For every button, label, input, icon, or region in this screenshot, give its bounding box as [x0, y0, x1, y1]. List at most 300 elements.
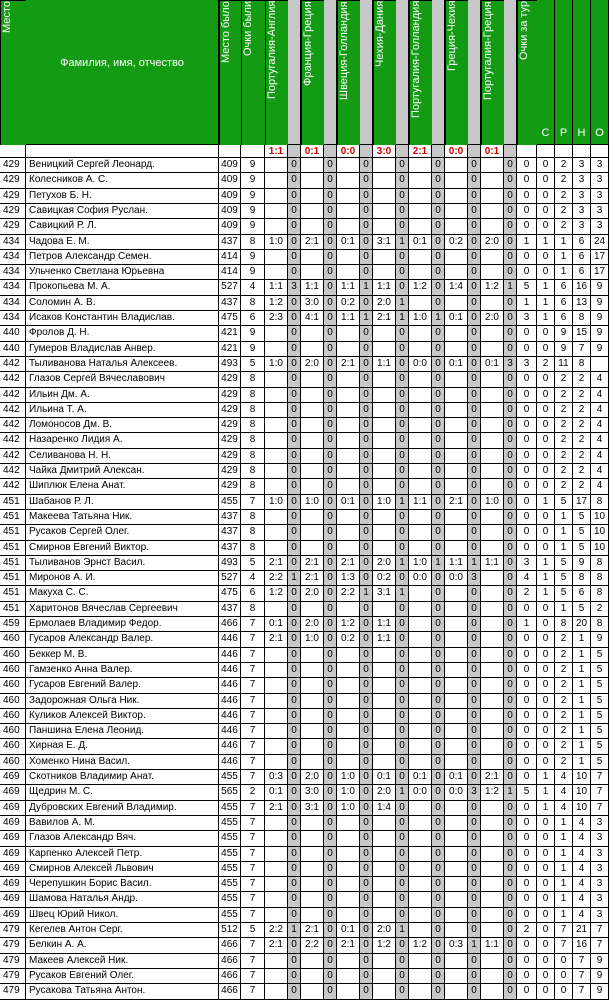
header-stat [591, 0, 609, 145]
name-cell: Смирнов Евгений Виктор. [26, 541, 219, 556]
tour-points-cell: 2 [517, 923, 537, 938]
prev-points-cell: 8 [241, 235, 265, 250]
prediction-cell: 0:1 [445, 357, 468, 372]
prediction-points-cell: 0 [288, 525, 301, 541]
place-cell: 469 [0, 816, 26, 831]
tour-points-cell: 0 [517, 678, 537, 694]
prediction-cell [409, 984, 432, 1000]
prediction-points-cell: 0 [288, 342, 301, 357]
prediction-cell [409, 694, 432, 709]
prediction-cell [373, 204, 396, 219]
prediction-points-cell: 3 [504, 357, 517, 372]
prediction-points-cell: 1 [432, 556, 445, 571]
stat-cell: 2 [555, 678, 573, 694]
name-cell: Макеева Татьяна Ник. [26, 510, 219, 525]
stat-cell: 4 [555, 801, 573, 816]
prediction-cell [445, 418, 468, 433]
prediction-cell [481, 250, 504, 265]
prediction-cell [481, 510, 504, 525]
blank-cell [0, 145, 26, 158]
prediction-cell [409, 739, 432, 755]
stat-cell: 1 [537, 801, 555, 816]
tour-points-cell: 0 [517, 648, 537, 663]
prediction-points-cell: 0 [468, 602, 481, 617]
stat-cell: 1 [555, 892, 573, 908]
stat-cell: 3 [591, 204, 609, 219]
prediction-points-cell: 0 [288, 479, 301, 495]
prediction-points-cell: 0 [396, 541, 409, 556]
prediction-points-cell: 0 [288, 372, 301, 388]
prediction-points-cell: 0 [432, 372, 445, 388]
prediction-points-cell: 0 [468, 801, 481, 816]
prediction-points-cell: 0 [324, 158, 337, 173]
prediction-cell [481, 954, 504, 969]
prediction-points-cell: 0 [360, 235, 373, 250]
place-cell: 479 [0, 954, 26, 969]
stat-cell: 5 [591, 678, 609, 694]
stat-cell: 5 [591, 724, 609, 739]
prediction-points-cell: 0 [432, 938, 445, 954]
prediction-points-cell: 0 [324, 418, 337, 433]
prediction-cell [409, 326, 432, 342]
stat-cell: 9 [591, 632, 609, 648]
prediction-cell [481, 724, 504, 739]
stat-cell: 2 [573, 479, 591, 495]
prediction-cell [301, 602, 324, 617]
stat-cell: 7 [591, 770, 609, 785]
stat-cell: 1 [555, 541, 573, 556]
name-cell: Русаков Сергей Олег. [26, 525, 219, 541]
prediction-cell [337, 326, 360, 342]
prediction-points-cell: 0 [288, 388, 301, 403]
stat-cell: 1 [555, 525, 573, 541]
stat-cell: 10 [591, 525, 609, 541]
prev-place-cell: 475 [219, 586, 241, 602]
prediction-points-cell: 0 [396, 938, 409, 954]
prediction-cell [373, 831, 396, 847]
prediction-points-cell: 0 [504, 709, 517, 724]
prediction-cell [301, 265, 324, 280]
prediction-points-cell: 0 [324, 357, 337, 372]
prev-place-cell: 429 [219, 403, 241, 418]
stat-cell: 0 [537, 173, 555, 189]
prediction-points-cell: 0 [288, 495, 301, 510]
stat-cell: 4 [591, 388, 609, 403]
prediction-cell [265, 204, 288, 219]
prediction-points-cell: 0 [288, 770, 301, 785]
place-cell: 442 [0, 357, 26, 372]
prediction-cell [409, 816, 432, 831]
prediction-cell [265, 449, 288, 464]
prediction-cell [409, 847, 432, 862]
blank-cell [241, 145, 265, 158]
prediction-points-cell: 0 [432, 418, 445, 433]
prediction-cell [337, 173, 360, 189]
stat-cell: 1 [573, 632, 591, 648]
prediction-points-cell: 0 [432, 219, 445, 235]
prediction-points-cell: 0 [504, 433, 517, 449]
prediction-cell [409, 755, 432, 770]
prev-place-cell: 512 [219, 923, 241, 938]
stat-cell: 0 [537, 694, 555, 709]
prediction-cell [445, 433, 468, 449]
tour-points-cell: 0 [517, 479, 537, 495]
prediction-points-cell: 0 [360, 571, 373, 586]
tour-points-cell: 0 [517, 158, 537, 173]
prediction-cell [409, 296, 432, 311]
prediction-cell [409, 204, 432, 219]
prediction-points-cell: 0 [432, 724, 445, 739]
prediction-cell [373, 265, 396, 280]
prediction-cell [409, 831, 432, 847]
prediction-cell [445, 984, 468, 1000]
name-cell: Гусаров Евгений Валер. [26, 678, 219, 694]
prediction-cell [373, 877, 396, 892]
prediction-cell: 3:0 [301, 785, 324, 801]
stat-cell: 2 [555, 755, 573, 770]
prev-place-cell: 446 [219, 648, 241, 663]
prediction-points-cell: 0 [324, 556, 337, 571]
prediction-cell: 1:3 [337, 571, 360, 586]
stat-cell: 5 [591, 709, 609, 724]
prev-place-cell: 446 [219, 709, 241, 724]
prediction-cell [409, 801, 432, 816]
prediction-cell: 1:1 [337, 311, 360, 326]
place-cell: 451 [0, 510, 26, 525]
prediction-points-cell: 0 [396, 954, 409, 969]
name-cell: Шабанов Р. Л. [26, 495, 219, 510]
prediction-points-cell: 0 [288, 449, 301, 464]
stat-cell: 5 [555, 571, 573, 586]
prediction-cell [445, 709, 468, 724]
prediction-points-cell: 0 [288, 403, 301, 418]
prediction-points-cell: 0 [468, 372, 481, 388]
stat-cell: 0 [537, 189, 555, 204]
place-cell: 459 [0, 617, 26, 632]
prev-place-cell: 421 [219, 342, 241, 357]
prediction-cell [373, 510, 396, 525]
prev-points-cell: 7 [241, 877, 265, 892]
stat-cell: 7 [573, 969, 591, 984]
prediction-points-cell: 0 [324, 770, 337, 785]
prediction-points-cell: 0 [288, 831, 301, 847]
stat-cell: 2 [555, 204, 573, 219]
prediction-points-cell: 0 [324, 801, 337, 816]
prediction-points-cell: 0 [360, 923, 373, 938]
prediction-points-cell: 0 [396, 479, 409, 495]
stat-cell: 17 [573, 495, 591, 510]
name-cell: Щедрин М. С. [26, 785, 219, 801]
prediction-cell [481, 265, 504, 280]
prev-points-cell: 7 [241, 801, 265, 816]
prediction-points-cell: 0 [468, 326, 481, 342]
prediction-cell [409, 602, 432, 617]
prediction-cell: 3:1 [373, 235, 396, 250]
prediction-points-cell: 0 [504, 464, 517, 479]
prev-points-cell: 9 [241, 173, 265, 189]
prediction-points-cell: 0 [324, 678, 337, 694]
stat-cell: 7 [555, 938, 573, 954]
prediction-points-cell: 1 [504, 785, 517, 801]
tour-points-cell: 0 [517, 250, 537, 265]
prediction-cell: 2:1 [301, 235, 324, 250]
prediction-cell [301, 862, 324, 877]
prediction-cell [409, 648, 432, 663]
prediction-points-cell: 0 [360, 770, 373, 785]
stat-cell: 2 [573, 433, 591, 449]
prediction-points-cell: 0 [432, 388, 445, 403]
stat-cell: 1 [555, 510, 573, 525]
prediction-cell [301, 541, 324, 556]
stat-cell: 2 [555, 648, 573, 663]
prev-points-cell: 7 [241, 816, 265, 831]
prediction-cell [373, 388, 396, 403]
prediction-cell [409, 908, 432, 923]
prediction-cell [301, 724, 324, 739]
stat-cell: 9 [591, 969, 609, 984]
prediction-cell [409, 663, 432, 678]
prediction-points-cell: 0 [288, 189, 301, 204]
prediction-points-cell: 0 [360, 479, 373, 495]
stat-cell: 0 [537, 739, 555, 755]
prediction-cell [301, 755, 324, 770]
header-label: Греция-Чехия [446, 1, 458, 72]
place-cell: 440 [0, 342, 26, 357]
prediction-points-cell: 0 [468, 816, 481, 831]
stat-cell: 7 [573, 954, 591, 969]
place-cell: 460 [0, 678, 26, 694]
prediction-points-cell: 0 [360, 541, 373, 556]
stat-cell: 2 [555, 388, 573, 403]
prediction-points-cell: 0 [396, 326, 409, 342]
prediction-cell: 1:1 [373, 280, 396, 296]
prediction-cell: 2:1 [265, 632, 288, 648]
place-cell: 434 [0, 296, 26, 311]
place-cell: 442 [0, 449, 26, 464]
stat-cell: 3 [573, 173, 591, 189]
stat-cell: 6 [555, 280, 573, 296]
prediction-cell [445, 632, 468, 648]
prediction-points-cell: 0 [360, 388, 373, 403]
prediction-points-cell: 0 [432, 433, 445, 449]
prediction-cell [337, 694, 360, 709]
prediction-points-cell: 0 [396, 678, 409, 694]
stat-cell: 17 [591, 265, 609, 280]
stat-cell: 3 [591, 892, 609, 908]
prediction-points-cell: 1 [288, 571, 301, 586]
prediction-cell: 0:1 [337, 923, 360, 938]
prediction-cell [373, 479, 396, 495]
stat-cell: 1 [573, 663, 591, 678]
place-cell: 469 [0, 892, 26, 908]
stat-cell: 21 [573, 923, 591, 938]
header-label: Швеция-Голландия [338, 1, 350, 100]
prediction-cell [409, 525, 432, 541]
place-cell: 434 [0, 250, 26, 265]
stat-cell: 0 [537, 678, 555, 694]
header-match [337, 0, 360, 145]
prediction-points-cell: 0 [504, 602, 517, 617]
prediction-cell [265, 372, 288, 388]
prev-points-cell: 8 [241, 602, 265, 617]
prediction-cell [445, 342, 468, 357]
stat-cell: 2 [555, 709, 573, 724]
prev-place-cell: 437 [219, 296, 241, 311]
tour-points-cell: 0 [517, 495, 537, 510]
prev-place-cell: 455 [219, 801, 241, 816]
place-cell: 451 [0, 541, 26, 556]
prediction-cell: 2:0 [301, 586, 324, 602]
prediction-points-cell: 0 [396, 265, 409, 280]
prediction-cell: 1:0 [409, 556, 432, 571]
prediction-points-cell: 0 [360, 984, 373, 1000]
prev-place-cell: 437 [219, 510, 241, 525]
prediction-points-cell: 0 [432, 250, 445, 265]
prediction-points-cell: 0 [396, 892, 409, 908]
prediction-points-cell: 0 [504, 250, 517, 265]
prediction-cell [265, 709, 288, 724]
stat-cell: 16 [573, 280, 591, 296]
prediction-points-cell: 0 [468, 510, 481, 525]
prev-points-cell: 7 [241, 938, 265, 954]
tour-points-cell: 0 [517, 694, 537, 709]
tour-points-cell: 0 [517, 724, 537, 739]
tour-points-cell: 2 [517, 586, 537, 602]
name-cell: Скотников Владимир Анат. [26, 770, 219, 785]
prediction-points-cell: 0 [360, 433, 373, 449]
prediction-points-cell: 0 [504, 449, 517, 464]
prediction-points-cell: 0 [360, 724, 373, 739]
prediction-cell: 0:0 [409, 357, 432, 372]
stat-cell: 1 [537, 770, 555, 785]
header-match [409, 0, 432, 145]
prediction-cell [481, 755, 504, 770]
prediction-points-cell: 0 [468, 189, 481, 204]
prediction-points-cell: 0 [468, 219, 481, 235]
match-result: 0:0 [337, 145, 360, 158]
tour-points-cell: 0 [517, 219, 537, 235]
prev-place-cell: 409 [219, 173, 241, 189]
prediction-points-cell: 0 [504, 342, 517, 357]
prediction-points-cell: 0 [468, 296, 481, 311]
prediction-points-cell: 0 [324, 525, 337, 541]
prediction-points-cell: 0 [288, 663, 301, 678]
stat-cell: 9 [591, 326, 609, 342]
prediction-points-cell: 0 [432, 877, 445, 892]
prediction-cell: 1:0 [265, 235, 288, 250]
prev-points-cell: 8 [241, 464, 265, 479]
stat-cell: 1 [555, 862, 573, 877]
prediction-points-cell: 0 [288, 847, 301, 862]
prev-place-cell: 455 [219, 862, 241, 877]
header-place [0, 0, 26, 145]
prediction-cell [445, 219, 468, 235]
prediction-points-cell: 0 [504, 984, 517, 1000]
stat-cell: 1 [537, 311, 555, 326]
prediction-cell [265, 479, 288, 495]
prediction-points-cell: 0 [504, 694, 517, 709]
prediction-cell: 3:1 [301, 801, 324, 816]
stat-cell: 1 [555, 265, 573, 280]
prediction-points-cell: 0 [360, 831, 373, 847]
prediction-cell [373, 326, 396, 342]
prediction-cell [301, 892, 324, 908]
stat-cell: 8 [591, 617, 609, 632]
prediction-cell [373, 342, 396, 357]
prediction-points-cell: 0 [468, 403, 481, 418]
stat-cell: 9 [555, 342, 573, 357]
prediction-points-cell: 0 [360, 525, 373, 541]
stat-cell: 0 [537, 541, 555, 556]
prediction-points-cell: 1 [504, 280, 517, 296]
tour-points-cell: 0 [517, 342, 537, 357]
prediction-points-cell: 0 [432, 908, 445, 923]
prev-place-cell: 446 [219, 724, 241, 739]
prediction-cell [445, 694, 468, 709]
header-label: Португалия-Голландия [410, 1, 422, 119]
name-cell: Русакова Татьяна Антон. [26, 984, 219, 1000]
prediction-cell [301, 464, 324, 479]
prediction-points-cell: 0 [360, 372, 373, 388]
stat-cell: 10 [591, 510, 609, 525]
prediction-points-cell: 0 [468, 586, 481, 602]
prediction-cell [481, 892, 504, 908]
prediction-points-cell: 0 [396, 204, 409, 219]
prediction-cell [337, 678, 360, 694]
prediction-cell [337, 892, 360, 908]
prediction-points-cell: 0 [468, 311, 481, 326]
stat-cell: 2 [573, 403, 591, 418]
prediction-cell: 0:1 [445, 770, 468, 785]
name-cell: Прокопьева М. А. [26, 280, 219, 296]
prediction-points-cell: 1 [396, 311, 409, 326]
header-label: Место было [220, 1, 232, 63]
prediction-cell [337, 510, 360, 525]
prev-points-cell: 7 [241, 724, 265, 739]
prediction-cell [373, 250, 396, 265]
tour-points-cell: 3 [517, 556, 537, 571]
name-cell: Ломоносов Дм. В. [26, 418, 219, 433]
prev-points-cell: 9 [241, 158, 265, 173]
stat-cell: 2 [573, 372, 591, 388]
prediction-points-cell: 0 [324, 663, 337, 678]
prediction-cell [301, 816, 324, 831]
prediction-points-cell: 0 [468, 479, 481, 495]
prediction-points-cell: 1 [360, 586, 373, 602]
prediction-cell [445, 403, 468, 418]
stat-cell: 10 [573, 785, 591, 801]
prediction-cell [301, 709, 324, 724]
stat-cell: 5 [573, 525, 591, 541]
prediction-points-cell: 0 [468, 495, 481, 510]
prediction-points-cell: 0 [396, 449, 409, 464]
prediction-cell: 1:4 [445, 280, 468, 296]
prev-place-cell: 493 [219, 556, 241, 571]
prediction-cell: 1:1 [337, 280, 360, 296]
prediction-cell [409, 586, 432, 602]
prediction-points-cell: 0 [360, 755, 373, 770]
prediction-cell [409, 265, 432, 280]
prev-place-cell: 437 [219, 525, 241, 541]
stat-cell: 2 [573, 449, 591, 464]
stat-cell: 3 [591, 189, 609, 204]
prediction-cell: 1:0 [373, 495, 396, 510]
place-cell: 469 [0, 785, 26, 801]
prediction-points-cell: 0 [432, 648, 445, 663]
name-cell: Ермолаев Владимир Федор. [26, 617, 219, 632]
place-cell: 442 [0, 433, 26, 449]
stat-cell: 2 [555, 173, 573, 189]
